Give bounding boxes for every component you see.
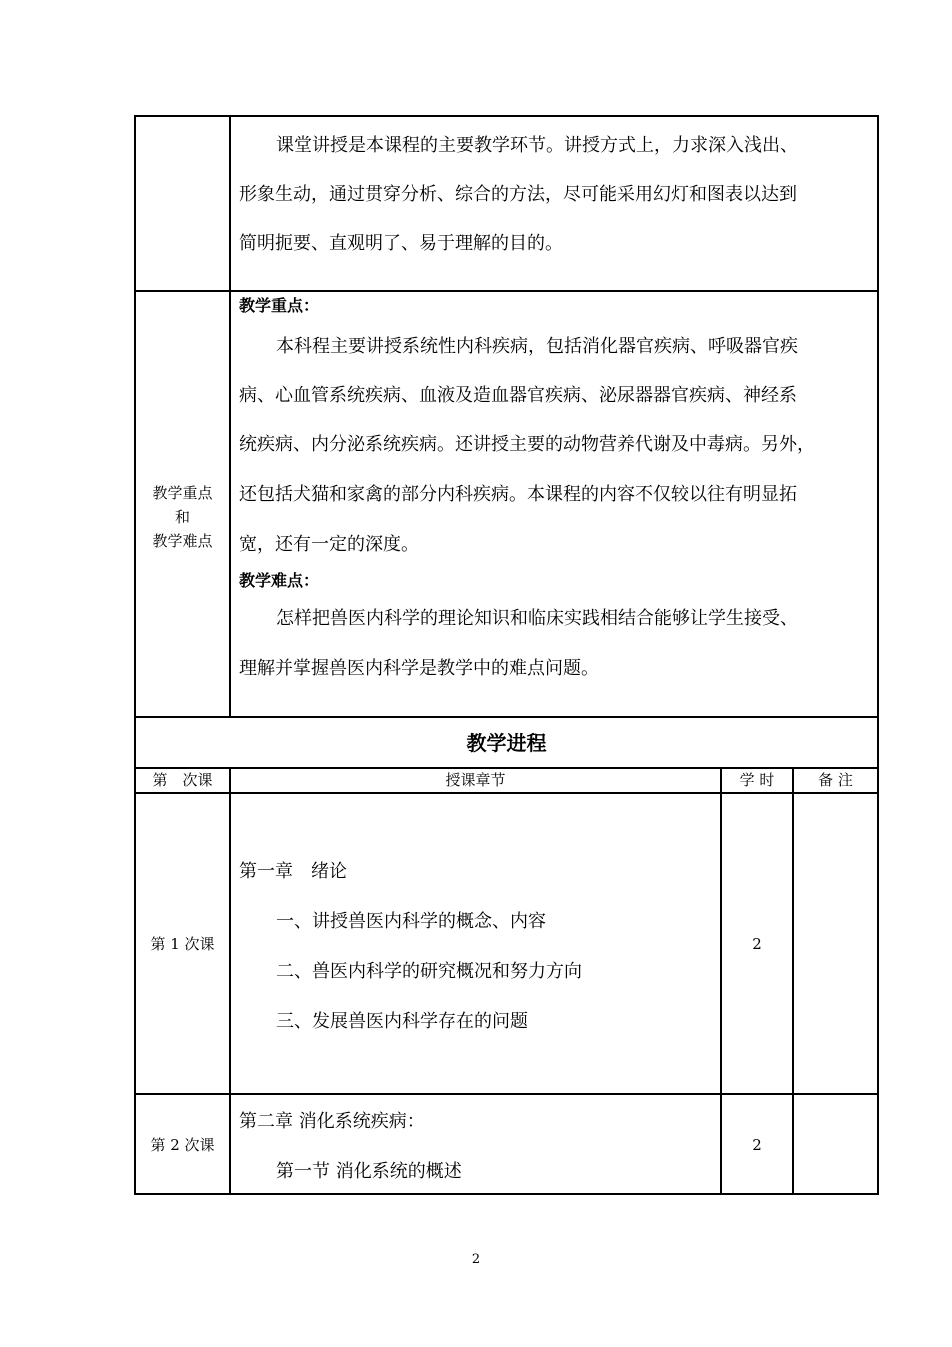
header-lesson-cell — [134, 767, 231, 794]
table-row-notes-cell — [792, 1093, 879, 1195]
chapter-line: 第二章 消化系统疾病： — [239, 1111, 425, 1132]
key-points-line: 本科程主要讲授系统性内科疾病，包括消化器官疾病、呼吸器官疾 — [276, 336, 798, 357]
difficulty-heading: 教学难点： — [239, 571, 320, 590]
key-points-line: 还包括犬猫和家禽的部分内科疾病。本课程的内容不仅较以往有明显拓 — [239, 484, 797, 505]
table-row-notes-cell — [792, 792, 879, 1095]
header-notes-cell — [792, 767, 879, 794]
chapter-line: 三、发展兽医内科学存在的问题 — [276, 1011, 528, 1032]
focus-label-line: 教学重点 — [152, 484, 213, 502]
chapter-line: 第一章 绪论 — [239, 861, 347, 882]
key-points-heading: 教学重点： — [239, 296, 320, 315]
table-row-hours-cell — [720, 792, 794, 1095]
intro-line: 形象生动，通过贯穿分析、综合的方法，尽可能采用幻灯和图表以达到 — [239, 184, 797, 205]
lesson-number: 第 2 次课 — [150, 1136, 215, 1154]
header-hours-cell — [720, 767, 794, 794]
key-points-line: 宽，还有一定的深度。 — [239, 534, 419, 555]
header-chapter: 授课章节 — [445, 771, 506, 789]
intro-content-cell — [229, 115, 879, 292]
table-row-chapter-cell — [229, 1093, 722, 1195]
chapter-line: 一、讲授兽医内科学的概念、内容 — [276, 911, 546, 932]
page-number: 2 — [471, 1252, 481, 1267]
intro-line: 简明扼要、直观明了、易于理解的目的。 — [239, 233, 563, 254]
header-notes: 备 注 — [818, 771, 853, 789]
intro-label-cell — [134, 115, 231, 292]
header-lesson: 第 次课 — [152, 771, 213, 789]
hours-value: 2 — [752, 1136, 762, 1154]
difficulty-line: 怎样把兽医内科学的理论知识和临床实践相结合能够让学生接受、 — [276, 608, 798, 629]
hours-value: 2 — [752, 935, 762, 953]
focus-label-line: 教学难点 — [152, 532, 213, 550]
chapter-line: 二、兽医内科学的研究概况和努力方向 — [276, 961, 582, 982]
chapter-line: 第一节 消化系统的概述 — [276, 1161, 462, 1182]
focus-label-cell — [134, 290, 231, 718]
table-row-lesson-cell — [134, 1093, 231, 1195]
header-chapter-cell — [229, 767, 722, 794]
table-row-hours-cell — [720, 1093, 794, 1195]
schedule-title-cell — [134, 716, 879, 769]
focus-label-line: 和 — [174, 508, 190, 526]
table-row-chapter-cell — [229, 792, 722, 1095]
key-points-line: 病、心血管系统疾病、血液及造血器官疾病、泌尿器器官疾病、神经系 — [239, 385, 797, 406]
schedule-title: 教学进程 — [466, 731, 547, 755]
focus-content-cell — [229, 290, 879, 718]
table-row-lesson-cell — [134, 792, 231, 1095]
lesson-number: 第 1 次课 — [150, 935, 215, 953]
course-table — [134, 115, 879, 1195]
key-points-line: 统疾病、内分泌系统疾病。还讲授主要的动物营养代谢及中毒病。另外， — [239, 434, 815, 455]
intro-line: 课堂讲授是本课程的主要教学环节。讲授方式上，力求深入浅出、 — [276, 135, 798, 156]
difficulty-line: 理解并掌握兽医内科学是教学中的难点问题。 — [239, 658, 599, 679]
header-hours: 学 时 — [739, 771, 775, 789]
